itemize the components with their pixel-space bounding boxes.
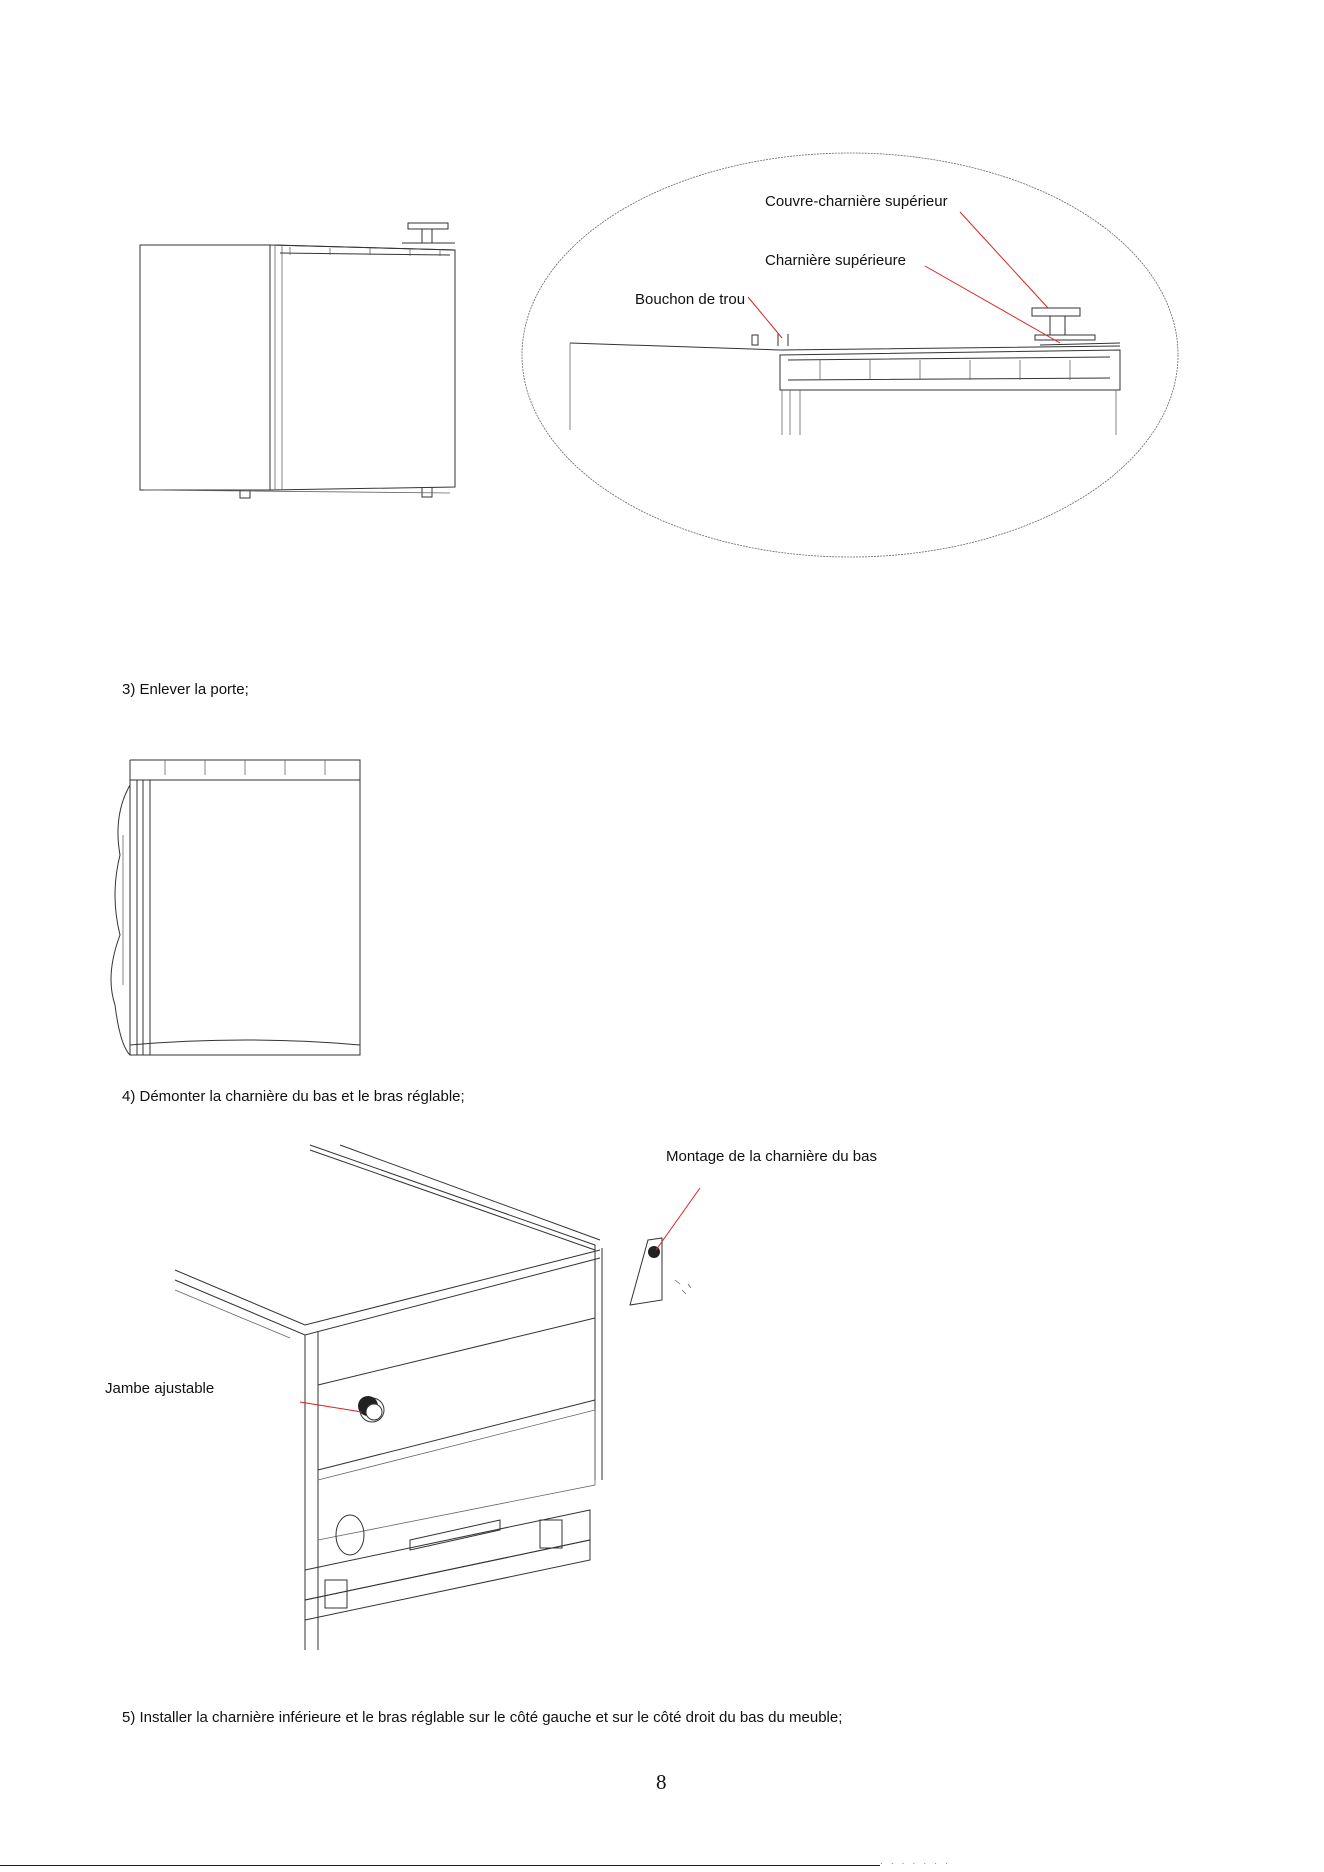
- callout-hole-plug: Bouchon de trou: [635, 291, 746, 308]
- callout-adjustable-leg: Jambe ajustable: [105, 1380, 215, 1397]
- page-number: 8: [656, 1770, 667, 1794]
- bottom-hinge-isometric-diagram: [170, 1140, 730, 1650]
- footer-fragment: · · · · · · ·: [880, 1859, 951, 1868]
- callout-top-hinge: Charnière supérieure: [765, 252, 906, 269]
- door-removed-diagram: [95, 755, 370, 1065]
- step-5-caption: 5) Installer la charnière inférieure et le bras réglable sur le côté gauche et sur le côté droit du bas du meuble;: [122, 1709, 843, 1726]
- callout-bottom-hinge-assembly: Montage de la charnière du bas: [666, 1148, 877, 1165]
- fridge-side-view-diagram: [130, 215, 470, 500]
- step-3-caption: 3) Enlever la porte;: [122, 681, 249, 698]
- top-hinge-zoom-diagram: [520, 150, 1180, 560]
- callout-top-hinge-cover: Couvre-charnière supérieur: [765, 193, 948, 210]
- step-4-caption: 4) Démonter la charnière du bas et le bras réglable;: [122, 1088, 465, 1105]
- footer-rule: [0, 1865, 880, 1866]
